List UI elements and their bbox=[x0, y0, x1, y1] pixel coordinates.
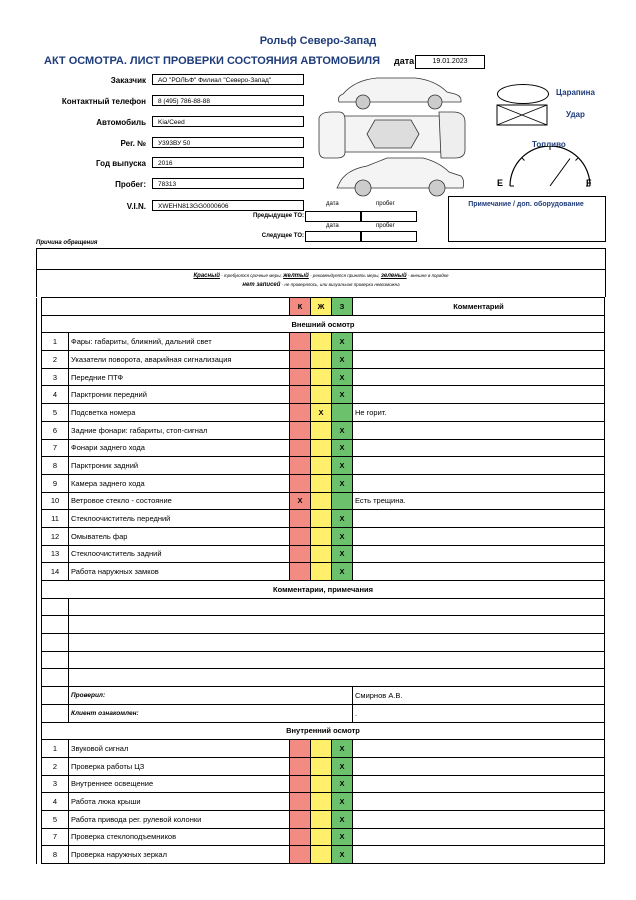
mark-zh[interactable] bbox=[311, 492, 332, 510]
comment-num bbox=[42, 651, 69, 669]
mark-k[interactable] bbox=[290, 775, 311, 793]
row-comment[interactable] bbox=[353, 439, 605, 457]
comment-row[interactable] bbox=[37, 651, 605, 669]
table-row bbox=[37, 740, 605, 758]
row-number: 8 bbox=[42, 846, 69, 864]
checked-by-value[interactable]: Смирнов А.В. bbox=[353, 687, 605, 705]
client-acknowledged-value[interactable]: . bbox=[353, 704, 605, 722]
row-comment[interactable] bbox=[353, 351, 605, 369]
client-acknowledged-label: Клиент ознакомлен: bbox=[69, 704, 353, 722]
fuel-label: Топливо bbox=[532, 140, 566, 149]
row-name: Парктроник задний bbox=[69, 457, 290, 475]
mark-zh[interactable] bbox=[311, 386, 332, 404]
comment-num bbox=[42, 616, 69, 634]
table-row bbox=[37, 439, 605, 457]
mark-z[interactable]: X bbox=[332, 828, 353, 846]
table-row bbox=[37, 492, 605, 510]
table-row bbox=[37, 386, 605, 404]
field-label-3: Рег. № bbox=[120, 139, 146, 148]
company-name: Рольф Северо-Запад bbox=[259, 35, 377, 47]
row-number: 4 bbox=[42, 386, 69, 404]
comment-text[interactable] bbox=[69, 616, 605, 634]
row-name: Подсветка номера bbox=[69, 404, 290, 422]
mark-zh[interactable] bbox=[311, 333, 332, 351]
mark-z[interactable]: X bbox=[332, 351, 353, 369]
row-number: 11 bbox=[42, 510, 69, 528]
row-name: Фары: габариты, ближний, дальний свет bbox=[69, 333, 290, 351]
comment-text[interactable] bbox=[69, 651, 605, 669]
mark-k[interactable] bbox=[290, 527, 311, 545]
row-number: 12 bbox=[42, 527, 69, 545]
row-comment[interactable] bbox=[353, 368, 605, 386]
row-name: Проверка стеклоподъемников bbox=[69, 828, 290, 846]
table-row bbox=[37, 846, 605, 864]
mark-k[interactable] bbox=[290, 351, 311, 369]
checked-by-label: Проверил: bbox=[69, 687, 353, 705]
mark-zh[interactable] bbox=[311, 810, 332, 828]
field-label-2: Автомобиль bbox=[96, 118, 146, 127]
interior-title-row bbox=[37, 722, 605, 740]
row-name: Проверка наружных зеркал bbox=[69, 846, 290, 864]
mark-z[interactable]: X bbox=[332, 421, 353, 439]
table-row bbox=[37, 333, 605, 351]
table-row bbox=[37, 545, 605, 563]
mark-z[interactable]: X bbox=[332, 439, 353, 457]
comments-title-row bbox=[37, 581, 605, 599]
row-number: 2 bbox=[42, 351, 69, 369]
mark-zh[interactable] bbox=[311, 457, 332, 475]
document-title: АКТ ОСМОТРА. ЛИСТ ПРОВЕРКИ СОСТОЯНИЯ АВТОМОБИЛЯ bbox=[44, 55, 381, 67]
comments-title: Комментарии, примечания bbox=[42, 581, 605, 599]
row-comment[interactable] bbox=[353, 563, 605, 581]
comment-row[interactable] bbox=[37, 669, 605, 687]
interior-title: Внутренний осмотр bbox=[42, 722, 605, 740]
next-to-label: Следущее ТО: bbox=[261, 233, 304, 239]
table-header-row bbox=[37, 298, 605, 316]
mark-z[interactable]: X bbox=[332, 740, 353, 758]
mark-z[interactable]: X bbox=[332, 474, 353, 492]
comment-text[interactable] bbox=[69, 669, 605, 687]
mark-z[interactable]: X bbox=[332, 545, 353, 563]
column-k: К bbox=[290, 298, 311, 316]
mark-zh[interactable] bbox=[311, 793, 332, 811]
fuel-gauge[interactable] bbox=[500, 146, 600, 190]
mark-k[interactable] bbox=[290, 740, 311, 758]
exterior-title: Внешний осмотр bbox=[42, 315, 605, 333]
car-damage-diagram[interactable] bbox=[315, 72, 470, 204]
mark-zh[interactable] bbox=[311, 828, 332, 846]
mark-z[interactable]: X bbox=[332, 846, 353, 864]
column-z: З bbox=[332, 298, 353, 316]
legend-yellow-text: - рекомендуется принять меры, bbox=[308, 273, 381, 278]
mark-z[interactable]: X bbox=[332, 563, 353, 581]
fuel-needle bbox=[550, 159, 570, 187]
mark-k[interactable] bbox=[290, 421, 311, 439]
row-comment[interactable] bbox=[353, 386, 605, 404]
legend-green-text: - внешне в порядке bbox=[406, 273, 449, 278]
table-row bbox=[37, 404, 605, 422]
date-label: дата bbox=[394, 56, 415, 66]
mark-k[interactable] bbox=[290, 510, 311, 528]
mark-zh[interactable] bbox=[311, 510, 332, 528]
prev-to-mileage-field[interactable] bbox=[360, 211, 417, 222]
row-comment[interactable] bbox=[353, 545, 605, 563]
hit-label: Удар bbox=[566, 110, 585, 119]
mark-z[interactable]: X bbox=[332, 386, 353, 404]
legend-none: нет записей bbox=[242, 282, 281, 288]
row-number: 7 bbox=[42, 439, 69, 457]
mark-k[interactable] bbox=[290, 545, 311, 563]
row-name: Фонари заднего хода bbox=[69, 439, 290, 457]
mark-z[interactable]: X bbox=[332, 333, 353, 351]
legend-red: Красный bbox=[193, 273, 220, 279]
next-to-mileage-field[interactable] bbox=[360, 231, 417, 242]
legend-box bbox=[36, 269, 606, 297]
row-number: 3 bbox=[42, 775, 69, 793]
row-name: Работа люка крыши bbox=[69, 793, 290, 811]
mark-zh[interactable] bbox=[311, 527, 332, 545]
mark-k[interactable] bbox=[290, 757, 311, 775]
fuel-full-label: F bbox=[586, 178, 592, 188]
row-name: Звуковой сигнал bbox=[69, 740, 290, 758]
row-number: 10 bbox=[42, 492, 69, 510]
mark-k[interactable] bbox=[290, 404, 311, 422]
row-comment[interactable] bbox=[353, 421, 605, 439]
field-label-4: Год выпуска bbox=[96, 159, 146, 168]
row-name: Омыватель фар bbox=[69, 527, 290, 545]
column-comment: Комментарий bbox=[353, 298, 605, 316]
row-name: Проверка работы ЦЗ bbox=[69, 757, 290, 775]
table-row bbox=[37, 457, 605, 475]
table-row bbox=[37, 757, 605, 775]
mark-z[interactable]: X bbox=[332, 810, 353, 828]
table-row bbox=[37, 351, 605, 369]
table-row bbox=[37, 474, 605, 492]
row-number: 13 bbox=[42, 545, 69, 563]
inspection-table bbox=[36, 297, 605, 864]
mark-zh[interactable] bbox=[311, 421, 332, 439]
comment-row[interactable] bbox=[37, 634, 605, 652]
field-label-1: Контактный телефон bbox=[61, 97, 146, 106]
mark-zh[interactable]: X bbox=[311, 404, 332, 422]
mark-k[interactable] bbox=[290, 368, 311, 386]
mark-z[interactable] bbox=[332, 492, 353, 510]
row-name: Камера заднего хода bbox=[69, 474, 290, 492]
header-blank bbox=[42, 298, 290, 316]
scratch-symbol bbox=[497, 84, 549, 104]
row-number: 9 bbox=[42, 474, 69, 492]
mark-z[interactable]: X bbox=[332, 527, 353, 545]
row-name: Работа наружных замков bbox=[69, 563, 290, 581]
mark-zh[interactable] bbox=[311, 563, 332, 581]
legend-green: зеленый bbox=[380, 273, 407, 279]
mark-zh[interactable] bbox=[311, 351, 332, 369]
sig-blank bbox=[42, 687, 69, 705]
row-number: 3 bbox=[42, 368, 69, 386]
row-name: Указатели поворота, аварийная сигнализация bbox=[69, 351, 290, 369]
mark-k[interactable] bbox=[290, 810, 311, 828]
row-comment[interactable] bbox=[353, 775, 605, 793]
row-name: Задние фонари: габариты, стоп-сигнал bbox=[69, 421, 290, 439]
prev-to-date-field[interactable] bbox=[305, 211, 362, 222]
row-name: Стеклоочиститель передний bbox=[69, 510, 290, 528]
field-value-3[interactable]: У393ВУ 50 bbox=[152, 137, 304, 148]
row-name: Работа привода рег. рулевой колонки bbox=[69, 810, 290, 828]
table-row bbox=[37, 775, 605, 793]
mark-k[interactable]: X bbox=[290, 492, 311, 510]
row-number: 5 bbox=[42, 810, 69, 828]
reason-label: Причина обращения bbox=[36, 240, 98, 246]
exterior-title-row bbox=[37, 315, 605, 333]
field-label-5: Пробег: bbox=[115, 180, 146, 189]
row-comment[interactable] bbox=[353, 527, 605, 545]
row-name: Ветровое стекло - состояние bbox=[69, 492, 290, 510]
to-date-header-2: дата bbox=[326, 223, 339, 229]
mark-k[interactable] bbox=[290, 386, 311, 404]
table-row bbox=[37, 510, 605, 528]
row-number: 1 bbox=[42, 740, 69, 758]
car-rear-view bbox=[439, 112, 465, 158]
mark-z[interactable]: X bbox=[332, 368, 353, 386]
legend-none-text: - не проверялось, или визуальная проверка невозможна bbox=[280, 282, 400, 287]
field-label-6: V.I.N. bbox=[126, 202, 146, 211]
column-zh: Ж bbox=[311, 298, 332, 316]
mark-zh[interactable] bbox=[311, 545, 332, 563]
row-comment[interactable] bbox=[353, 333, 605, 351]
row-comment[interactable] bbox=[353, 510, 605, 528]
comment-text[interactable] bbox=[69, 634, 605, 652]
mark-zh[interactable] bbox=[311, 474, 332, 492]
to-date-header: дата bbox=[326, 201, 339, 207]
mark-k[interactable] bbox=[290, 474, 311, 492]
fuel-empty-label: E bbox=[497, 178, 504, 188]
comment-num bbox=[42, 669, 69, 687]
mark-z[interactable] bbox=[332, 404, 353, 422]
comment-text[interactable] bbox=[69, 598, 605, 616]
comment-row[interactable] bbox=[37, 598, 605, 616]
date-field[interactable]: 19.01.2023 bbox=[415, 55, 485, 69]
mark-k[interactable] bbox=[290, 563, 311, 581]
field-value-6[interactable]: XWEHN813GG0000606 bbox=[152, 200, 304, 211]
mark-k[interactable] bbox=[290, 457, 311, 475]
field-value-4[interactable]: 2016 bbox=[152, 157, 304, 168]
mark-k[interactable] bbox=[290, 439, 311, 457]
row-comment[interactable] bbox=[353, 828, 605, 846]
row-comment[interactable]: Есть трещина. bbox=[353, 492, 605, 510]
table-row bbox=[37, 421, 605, 439]
mark-zh[interactable] bbox=[311, 368, 332, 386]
field-value-5[interactable]: 78313 bbox=[152, 178, 304, 189]
comment-num bbox=[42, 598, 69, 616]
row-number: 4 bbox=[42, 793, 69, 811]
table-row bbox=[37, 527, 605, 545]
table-row bbox=[37, 368, 605, 386]
mark-z[interactable]: X bbox=[332, 775, 353, 793]
prev-to-label: Предыдущее ТО: bbox=[252, 213, 304, 219]
mark-z[interactable]: X bbox=[332, 457, 353, 475]
mark-z[interactable]: X bbox=[332, 793, 353, 811]
field-label-0: Заказчик bbox=[110, 76, 146, 85]
row-number: 6 bbox=[42, 421, 69, 439]
table-row bbox=[37, 810, 605, 828]
scratch-label: Царапина bbox=[556, 88, 595, 97]
row-number: 5 bbox=[42, 404, 69, 422]
field-value-2[interactable]: Kia/Ceed bbox=[152, 116, 304, 127]
row-comment[interactable] bbox=[353, 810, 605, 828]
row-name: Парктроник передний bbox=[69, 386, 290, 404]
table-row bbox=[37, 563, 605, 581]
row-comment[interactable]: Не горит. bbox=[353, 404, 605, 422]
mark-k[interactable] bbox=[290, 793, 311, 811]
row-number: 2 bbox=[42, 757, 69, 775]
comment-row[interactable] bbox=[37, 616, 605, 634]
car-front-view bbox=[319, 112, 345, 158]
row-comment[interactable] bbox=[353, 474, 605, 492]
field-value-0[interactable]: АО "РОЛЬФ" Филиал "Северо-Запад" bbox=[152, 74, 304, 85]
row-comment[interactable] bbox=[353, 740, 605, 758]
legend-red-text: - требуются срочные меры, bbox=[219, 273, 284, 278]
checked-by-row bbox=[37, 687, 605, 705]
row-number: 7 bbox=[42, 828, 69, 846]
table-row bbox=[37, 793, 605, 811]
notes-label: Примечание / доп. оборудование bbox=[468, 201, 584, 208]
field-value-1[interactable]: 8 (495) 786-88-88 bbox=[152, 95, 304, 106]
comment-num bbox=[42, 634, 69, 652]
mark-k[interactable] bbox=[290, 333, 311, 351]
hit-symbol bbox=[496, 104, 548, 126]
mark-z[interactable]: X bbox=[332, 510, 353, 528]
row-name: Внутреннее освещение bbox=[69, 775, 290, 793]
row-name: Стеклоочиститель задний bbox=[69, 545, 290, 563]
legend-yellow: желтый bbox=[283, 273, 309, 279]
row-number: 14 bbox=[42, 563, 69, 581]
reason-field[interactable] bbox=[36, 248, 606, 270]
row-name: Передние ПТФ bbox=[69, 368, 290, 386]
row-comment[interactable] bbox=[353, 846, 605, 864]
mark-k[interactable] bbox=[290, 828, 311, 846]
mark-zh[interactable] bbox=[311, 740, 332, 758]
row-number: 8 bbox=[42, 457, 69, 475]
mark-k[interactable] bbox=[290, 846, 311, 864]
next-to-date-field[interactable] bbox=[305, 231, 362, 242]
mark-zh[interactable] bbox=[311, 846, 332, 864]
row-comment[interactable] bbox=[353, 793, 605, 811]
table-row bbox=[37, 828, 605, 846]
client-acknowledged-row bbox=[37, 704, 605, 722]
mark-zh[interactable] bbox=[311, 757, 332, 775]
to-mileage-header-2: пробег bbox=[376, 223, 395, 229]
mark-zh[interactable] bbox=[311, 775, 332, 793]
row-number: 1 bbox=[42, 333, 69, 351]
to-mileage-header: пробег bbox=[376, 201, 395, 207]
row-comment[interactable] bbox=[353, 757, 605, 775]
row-comment[interactable] bbox=[353, 457, 605, 475]
mark-zh[interactable] bbox=[311, 439, 332, 457]
mark-z[interactable]: X bbox=[332, 757, 353, 775]
sig-blank bbox=[42, 704, 69, 722]
